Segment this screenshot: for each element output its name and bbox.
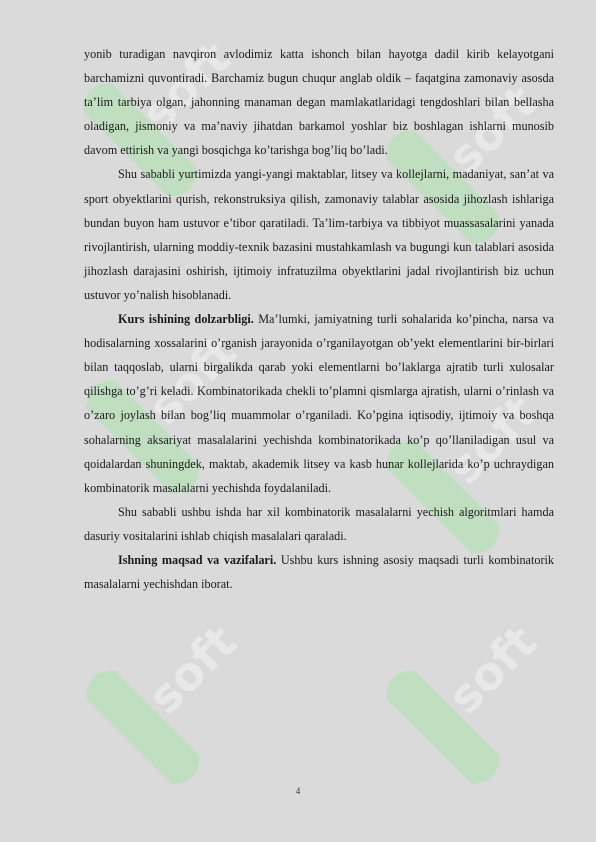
paragraph-maqsad [84, 548, 554, 596]
paragraph-dolzarbligi [84, 307, 554, 500]
watermark-text: soft [437, 74, 547, 185]
paragraph-dolzarbligi-text: Ma’lumki, jamiyatning turli sohalarida ko’pincha, narsa va hodisalarning xossalarini o’rganish jarayonida o’rganilayotgan ob’yekt elementlarini bir-birlari bilan taqqoslab, ularni birgalikda qarab yoki elementlarni bo’laklarga ajratib turli xulosalar qilishga to’g’ri keladi. Kombinatorikada chekli to’plamni qismlarga ajratish, ularni o’rinlash va o’zaro joylash bilan bog’liq muammolar o’rganiladi. Ko’pgina iqtisodiy, ijtimoiy va boshqa sohalarning aksariyat masalalarini yechishda kombinatorikada ko’p qo’llaniladigan usul va qoidalardan shuningdek, maktab, akademik litsey va kasb hunar kollejlarida ko’p uchraydigan kombinatorik masalalarni yechishda foydalaniladi. [84, 312, 554, 495]
watermark-text: soft [137, 324, 247, 435]
paragraph-continuation: yonib turadigan navqiron avlodimiz katta ishonch bilan hayotga dadil kirib kelayotgani barchamizni quvontiradi. Barchamiz bugun chuqur anglab oldik – faqatgina zamonaviy asosda ta’lim tarbiya olgan, jahonning manaman degan mamlakatlaridagi tengdoshlari bilan bellasha oladigan, jismoniy va ma’naviy jihatdan barkamol yoshlar biz boshlagan ishlarni munosib davom ettirish va yangi bosqichga ko’tarishga bog’liq bo’ladi. [84, 47, 554, 158]
document-body [84, 42, 554, 596]
paragraph-shu-sababli: Shu sababli yurtimizda yangi-yangi maktablar, litsey va kollejlarni, madaniyat, san’at va sport obyektlarini qurish, rekonstruksiya qilish, zamonaviy talablar asosida jihozlash ishlariga bundan buyon ham ustuvor e’tibor qaratiladi. Ta’lim-tarbiya va tibbiyot muassasalarini yanada rivojlantirish, ularning moddiy-texnik bazasini mustahkamlash va bugungi kun talablari asosida jihozlash darajasini oshirish, ijtimoiy infratuzilma obyektlarini jadal rivojlantirish biz uchun ustuvor yo’nalish hisoblanadi. [84, 167, 554, 302]
paragraph-algoritmlar: Shu sababli ushbu ishda har xil kombinatorik masalalarni yechish algoritmlari hamda dasuriy vositalarini ishlab chiqish masalalari qaraladi. [84, 504, 554, 543]
watermark-text: soft [130, 31, 241, 141]
watermark-text: soft [137, 614, 247, 725]
page-number: 4 [295, 786, 301, 796]
watermark-text: soft [437, 384, 547, 495]
watermark-text: soft [437, 614, 547, 725]
section-heading-dolzarbligi: Kurs ishining dolzarbligi. [118, 312, 254, 327]
paragraph-maqsad-text: Ushbu kurs ishning asosiy maqsadi turli kombinatorik masalalarni yechishdan iborat. [84, 552, 554, 592]
section-heading-maqsad: Ishning maqsad va vazifalari. [118, 552, 277, 567]
